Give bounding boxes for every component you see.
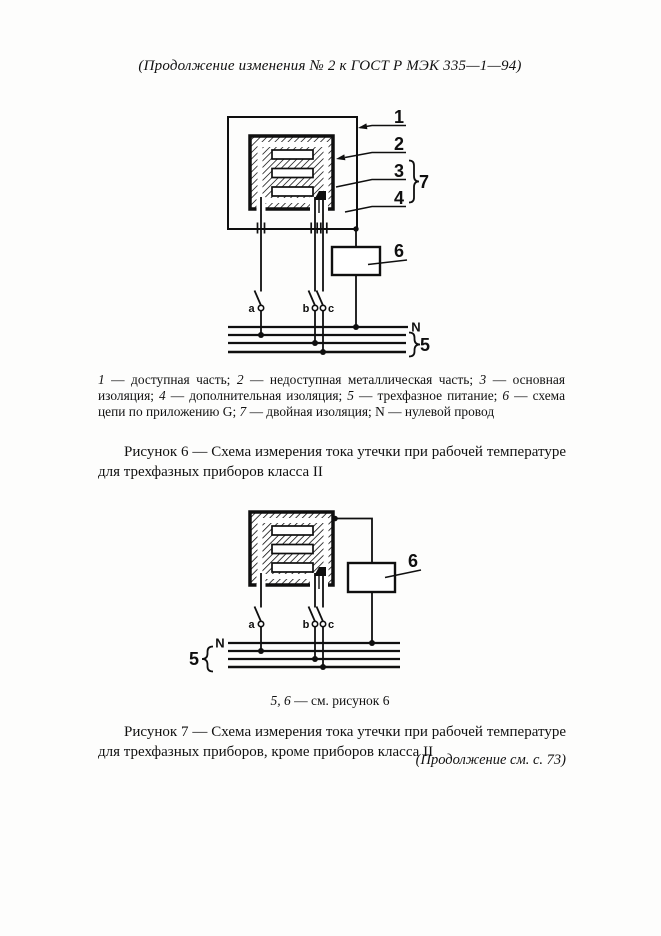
label-phase-c: c (327, 619, 335, 631)
page-header: (Продолжение изменения № 2 к ГОСТ Р МЭК 335—1—94) (138, 58, 522, 74)
label-phase-c: c (327, 303, 335, 315)
switch-a (255, 291, 264, 336)
label-supply: 5 (419, 335, 431, 355)
legend-item: 6 — схема цепи по приложению G; (98, 388, 566, 420)
label-phase-a: a (248, 303, 255, 315)
metal-part (250, 136, 333, 214)
label-measuring-circuit: 6 (393, 241, 405, 261)
legend-item: 7 — двойная изоляция; (239, 404, 376, 420)
label-phase-a: a (248, 619, 255, 631)
label-double-insulation: 7 (418, 172, 430, 192)
heating-element (272, 150, 313, 196)
measuring-circuit-branch (332, 226, 380, 330)
label-basic-insulation: 3 (393, 161, 405, 181)
legend-item: 3 — основная изоляция; (98, 372, 565, 404)
legend-item: N — нулевой провод (375, 404, 495, 420)
label-phase-b: b (302, 303, 310, 315)
label-measuring-circuit: 6 (407, 551, 419, 571)
label-supplementary-insulation: 4 (393, 188, 405, 208)
figure6-schematic (228, 107, 430, 357)
measuring-circuit-branch (332, 516, 421, 646)
figure7-ref-note: 5, 6 — см. рисунок 6 (270, 692, 390, 708)
switch-a (255, 607, 264, 652)
measuring-circuit-box (332, 247, 380, 275)
supply-brace (409, 333, 420, 357)
supply-lines (202, 643, 400, 672)
figure7-caption: Рисунок 7 — Схема измерения тока утечки при рабочей температуре для трехфазных приборов, кроме приборов класса II (98, 724, 566, 760)
page-footer: (Продолжение см. с. 73) (415, 752, 566, 768)
callout-leaders (336, 123, 420, 356)
label-neutral: N (411, 319, 421, 335)
label-enclosure: 1 (393, 107, 405, 127)
legend-item: 5 — трехфазное питание; (347, 388, 503, 404)
figure7-schematic (189, 512, 421, 672)
metal-part (250, 512, 333, 590)
label-metal-part: 2 (393, 134, 405, 154)
heating-element (272, 526, 313, 572)
label-neutral: N (215, 635, 225, 651)
supply-lines (228, 327, 408, 355)
figure6-caption: Рисунок 6 — Схема измерения тока утечки при рабочей температуре для трехфазных приборов класса II (98, 444, 566, 480)
legend-item: 2 — недоступная металлическая часть; (236, 372, 480, 388)
supply-brace (202, 647, 213, 672)
label-phase-b: b (302, 619, 310, 631)
label-supply: 5 (188, 649, 200, 669)
figure6-legend (98, 372, 565, 420)
double-insulation-brace (409, 161, 419, 203)
legend-item: 4 — дополнительная изоляция; (159, 388, 348, 404)
legend-item: 1 — доступная часть; (98, 372, 237, 388)
